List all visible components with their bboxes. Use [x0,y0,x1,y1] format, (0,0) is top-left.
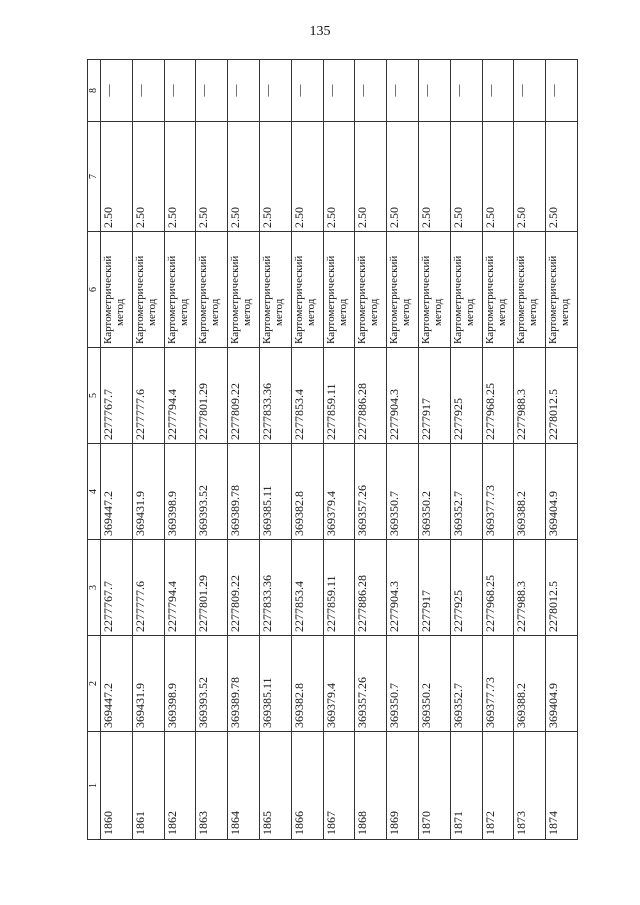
method-label-line1: Картометрический [356,255,369,344]
method-label-line2: метод [209,298,222,326]
method-label-line1: Картометрический [102,255,114,344]
x-coordinate-cell: 369431.9 [132,636,164,732]
x-coordinate-cell-2: 369357.26 [355,444,387,540]
x-coordinate-cell: 369393.52 [196,636,228,732]
method-label-line1: Картометрический [419,255,432,344]
point-number-cell: 1871 [450,732,482,840]
method-label-line1: Картометрический [260,255,273,344]
method-label-line1: Картометрический [133,255,146,344]
y-coordinate-cell: 2277925 [450,540,482,636]
coordinates-table [87,59,578,840]
method-label-line2: метод [177,298,190,326]
x-coordinate-cell: 369350.2 [418,636,450,732]
method-cell [450,232,482,348]
table-header [88,60,101,840]
method-cell [418,232,450,348]
x-coordinate-cell: 369385.11 [259,636,291,732]
header-row [88,60,101,840]
method-label-line2: метод [336,298,349,326]
accuracy-cell: 2.50 [482,122,514,232]
description-cell: — [387,60,419,122]
method-cell [387,232,419,348]
x-coordinate-cell: 369357.26 [355,636,387,732]
x-coordinate-cell-2: 369379.4 [323,444,355,540]
y-coordinate-cell-2: 2277794.4 [164,348,196,444]
x-coordinate-cell: 369377.73 [482,636,514,732]
y-coordinate-cell: 2277767.7 [101,540,133,636]
table-row [101,60,133,840]
method-cell [259,232,291,348]
x-coordinate-cell-2: 369393.52 [196,444,228,540]
header-col-1: 1 [88,732,101,840]
table-row [164,60,196,840]
y-coordinate-cell: 2277777.6 [132,540,164,636]
description-cell: — [482,60,514,122]
y-coordinate-cell: 2277917 [418,540,450,636]
x-coordinate-cell-2: 369377.73 [482,444,514,540]
header-col-8: 8 [88,60,101,122]
x-coordinate-cell-2: 369388.2 [514,444,546,540]
y-coordinate-cell-2: 2277968.25 [482,348,514,444]
description-cell: — [450,60,482,122]
method-cell [291,232,323,348]
x-coordinate-cell-2: 369382.8 [291,444,323,540]
x-coordinate-cell-2: 369350.2 [418,444,450,540]
description-cell: — [546,60,578,122]
table-row [387,60,419,840]
point-number-cell: 1864 [228,732,260,840]
accuracy-cell: 2.50 [323,122,355,232]
x-coordinate-cell: 369447.2 [101,636,133,732]
description-cell: — [228,60,260,122]
table-row [482,60,514,840]
point-number-cell: 1866 [291,732,323,840]
method-label-line2: метод [304,298,317,326]
header-col-5: 5 [88,348,101,444]
accuracy-cell: 2.50 [228,122,260,232]
y-coordinate-cell-2: 2278012.5 [546,348,578,444]
method-cell [323,232,355,348]
method-cell [132,232,164,348]
description-cell: — [355,60,387,122]
y-coordinate-cell-2: 2277925 [450,348,482,444]
method-label-line1: Картометрический [547,255,560,344]
description-cell: — [132,60,164,122]
table-row [291,60,323,840]
method-label-line1: Картометрический [165,255,178,344]
method-label-line2: метод [432,298,445,326]
method-label-line1: Картометрический [324,255,337,344]
table-row [355,60,387,840]
description-cell: — [514,60,546,122]
y-coordinate-cell-2: 2277859.11 [323,348,355,444]
method-label-line2: метод [527,298,540,326]
accuracy-cell: 2.50 [418,122,450,232]
point-number-cell: 1863 [196,732,228,840]
y-coordinate-cell-2: 2277801.29 [196,348,228,444]
method-label-line2: метод [400,298,413,326]
point-number-cell: 1865 [259,732,291,840]
point-number-cell: 1872 [482,732,514,840]
table-row [196,60,228,840]
x-coordinate-cell: 369382.8 [291,636,323,732]
accuracy-cell: 2.50 [196,122,228,232]
y-coordinate-cell: 2277794.4 [164,540,196,636]
method-label-line2: метод [273,298,286,326]
method-label-line1: Картометрический [292,255,305,344]
method-label-line1: Картометрический [229,255,242,344]
method-cell [228,232,260,348]
y-coordinate-cell: 2277904.3 [387,540,419,636]
method-label-line1: Картометрический [388,255,401,344]
table-row [323,60,355,840]
point-number-cell: 1874 [546,732,578,840]
description-cell: — [196,60,228,122]
x-coordinate-cell: 369398.9 [164,636,196,732]
header-col-2: 2 [88,636,101,732]
accuracy-cell: 2.50 [259,122,291,232]
y-coordinate-cell-2: 2277988.3 [514,348,546,444]
description-cell: — [418,60,450,122]
method-cell [164,232,196,348]
y-coordinate-cell: 2277853.4 [291,540,323,636]
y-coordinate-cell-2: 2277917 [418,348,450,444]
method-label-line2: метод [559,298,572,326]
description-cell: — [323,60,355,122]
description-cell: — [291,60,323,122]
point-number-cell: 1870 [418,732,450,840]
accuracy-cell: 2.50 [291,122,323,232]
method-label-line1: Картометрический [451,255,464,344]
method-cell [514,232,546,348]
x-coordinate-cell: 369388.2 [514,636,546,732]
x-coordinate-cell-2: 369431.9 [132,444,164,540]
accuracy-cell: 2.50 [387,122,419,232]
x-coordinate-cell-2: 369398.9 [164,444,196,540]
table-row [418,60,450,840]
y-coordinate-cell-2: 2277886.28 [355,348,387,444]
accuracy-cell: 2.50 [132,122,164,232]
header-col-7: 7 [88,122,101,232]
method-label-line1: Картометрический [515,255,528,344]
y-coordinate-cell-2: 2277904.3 [387,348,419,444]
y-coordinate-cell: 2277809.22 [228,540,260,636]
table-row [228,60,260,840]
x-coordinate-cell: 369352.7 [450,636,482,732]
method-label-line2: метод [463,298,476,326]
point-number-cell: 1861 [132,732,164,840]
x-coordinate-cell-2: 369385.11 [259,444,291,540]
y-coordinate-cell: 2277801.29 [196,540,228,636]
x-coordinate-cell-2: 369352.7 [450,444,482,540]
method-label-line2: метод [495,298,508,326]
point-number-cell: 1860 [101,732,133,840]
accuracy-cell: 2.50 [546,122,578,232]
accuracy-cell: 2.50 [355,122,387,232]
description-cell: — [259,60,291,122]
table-body [101,60,578,840]
accuracy-cell: 2.50 [101,122,133,232]
point-number-cell: 1868 [355,732,387,840]
y-coordinate-cell: 2277833.36 [259,540,291,636]
method-label-line2: метод [368,298,381,326]
y-coordinate-cell-2: 2277767.7 [101,348,133,444]
header-col-6: 6 [88,232,101,348]
method-cell [546,232,578,348]
x-coordinate-cell: 369404.9 [546,636,578,732]
point-number-cell: 1873 [514,732,546,840]
x-coordinate-cell: 369350.7 [387,636,419,732]
table-row [132,60,164,840]
description-cell: — [101,60,133,122]
method-cell [482,232,514,348]
x-coordinate-cell-2: 369389.78 [228,444,260,540]
x-coordinate-cell-2: 369350.7 [387,444,419,540]
x-coordinate-cell: 369379.4 [323,636,355,732]
header-col-4: 4 [88,444,101,540]
accuracy-cell: 2.50 [450,122,482,232]
page-number: 135 [309,24,331,39]
point-number-cell: 1869 [387,732,419,840]
rotated-table-wrapper [87,60,578,840]
table-row [259,60,291,840]
y-coordinate-cell-2: 2277777.6 [132,348,164,444]
y-coordinate-cell-2: 2277853.4 [291,348,323,444]
method-cell [355,232,387,348]
point-number-cell: 1867 [323,732,355,840]
y-coordinate-cell-2: 2277809.22 [228,348,260,444]
y-coordinate-cell: 2278012.5 [546,540,578,636]
x-coordinate-cell-2: 369404.9 [546,444,578,540]
method-label-line2: метод [114,298,127,326]
accuracy-cell: 2.50 [164,122,196,232]
y-coordinate-cell: 2277886.28 [355,540,387,636]
method-label-line1: Картометрический [483,255,496,344]
method-label-line2: метод [145,298,158,326]
rotated-table-canvas [87,60,578,840]
table-row [450,60,482,840]
x-coordinate-cell: 369389.78 [228,636,260,732]
x-coordinate-cell-2: 369447.2 [101,444,133,540]
table-row [514,60,546,840]
header-col-3: 3 [88,540,101,636]
method-cell [196,232,228,348]
y-coordinate-cell-2: 2277833.36 [259,348,291,444]
y-coordinate-cell: 2277859.11 [323,540,355,636]
method-label-line1: Картометрический [197,255,210,344]
point-number-cell: 1862 [164,732,196,840]
method-label-line2: метод [241,298,254,326]
table-row [546,60,578,840]
accuracy-cell: 2.50 [514,122,546,232]
description-cell: — [164,60,196,122]
method-cell [101,232,133,348]
y-coordinate-cell: 2277968.25 [482,540,514,636]
y-coordinate-cell: 2277988.3 [514,540,546,636]
